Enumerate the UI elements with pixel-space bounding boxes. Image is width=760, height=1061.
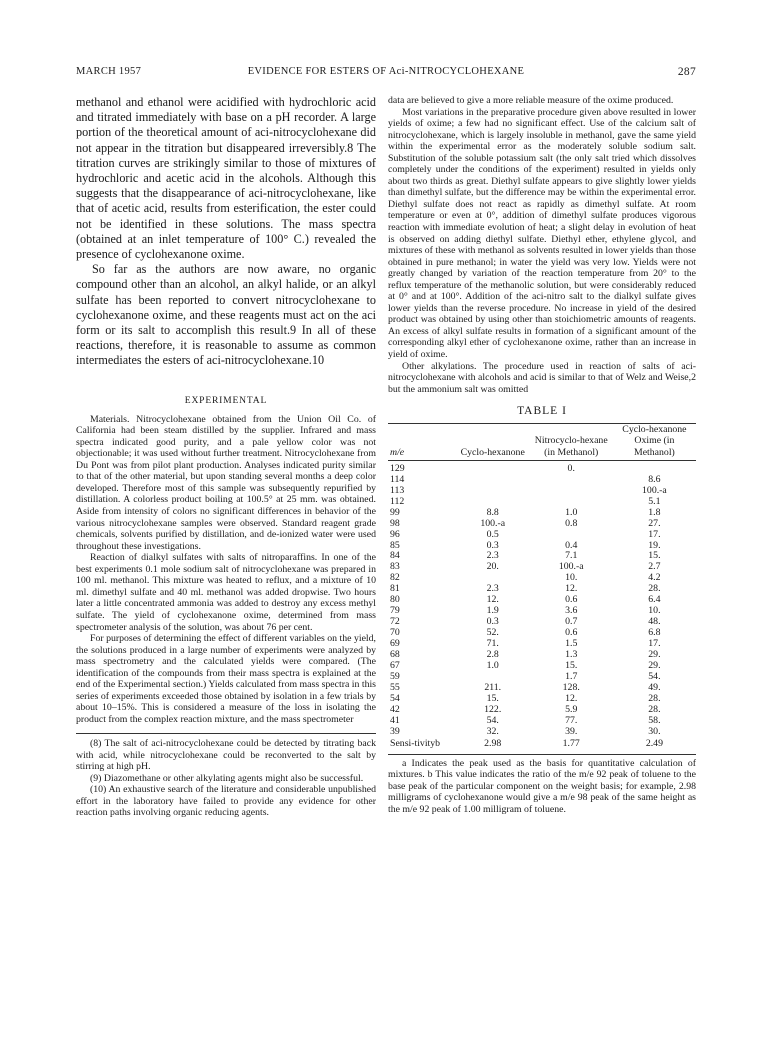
- table-cell-value: 1.7: [565, 670, 578, 682]
- table-cell-value: 100.-a: [642, 484, 667, 496]
- table-cell-mz: 80: [390, 594, 400, 606]
- table-cell-value: 3.6: [565, 605, 578, 617]
- body-paragraph: Most variations in the preparative procedure given above resulted in lower yields of oxime; a few had no significant effect. Use of the calcium salt of nitrocyclohexane, which is largely insoluble in methanol, gave the same yield within the experimental error as the moderately soluble sodium salt. Substitution of the soluble potassium salt (the only salt tried which dissolves completely under the conditions of the experiment) resulted in yields only about two thirds as great. Diethyl sulfate appears to give slightly lower yields than dimethyl sulfate, but the difference may be within the experimental error. Diethyl sulfate does not react as rapidly as dimethyl sulfate. At room temperature or even at 0°, addition of dimethyl sulfate produces vigorous reaction with immediate evolution of heat; a slight delay in evolution of heat is observed on adding diethyl sulfate. Diethyl ether, ethylene glycol, and mixtures of these with methanol as solvents resulted in lower yields than those obtained in pure methanol; in water the yield was very low. Yields were not greatly changed by variation of the reaction temperature from 20° to the reflux temperature of the methanolic solution, but were considerably reduced at 0° and at 100°. Addition of the aci-nitro salt to the dialkyl sulfate gives lower yields than the reverse procedure. No increase in yield of the desired product was obtained by using other than stoichiometric amounts of reagents. An excess of alkyl sulfate results in formation of a significant amount of the corresponding alkyl ether of cyclohexanone oxime, rather than an increase in yield of oxime.: [388, 106, 696, 361]
- table-cell-value: 28.: [648, 583, 661, 595]
- table-cell-value: 6.4: [648, 594, 661, 606]
- table-cell-mz: 114: [390, 473, 405, 485]
- table-cell-mz: 67: [390, 659, 400, 671]
- column-header: Cyclo-hexanone Oxime (in Methanol): [622, 424, 687, 458]
- table-cell-value: 15.: [648, 550, 661, 562]
- table-cell-value: 1.77: [562, 737, 580, 749]
- table-cell-value: 54.: [486, 714, 499, 726]
- table-cell-mz: 42: [390, 703, 400, 715]
- table-cell-value: 10.: [565, 572, 578, 584]
- table-cell-value: 2.98: [484, 737, 502, 749]
- table-cell-mz: 84: [390, 550, 400, 562]
- table-cell-mz: 81: [390, 583, 400, 595]
- table-cell-value: 20.: [486, 561, 499, 573]
- table-cell-value: 7.1: [565, 550, 578, 562]
- table-cell-value: 5.1: [648, 495, 661, 507]
- table-cell-mz: 82: [390, 572, 400, 584]
- table-cell-value: 4.2: [648, 572, 661, 584]
- table-row: [388, 727, 696, 738]
- table-cell-mz: 129: [390, 462, 405, 474]
- table-footnote: [388, 754, 696, 816]
- table-cell-value: 6.8: [648, 627, 661, 639]
- table-cell-value: [456, 497, 530, 508]
- right-column: [388, 95, 696, 815]
- table-cell-value: [456, 460, 530, 474]
- table-cell-value: 49.: [648, 681, 661, 693]
- table-cell-value: 58.: [648, 714, 661, 726]
- page-number: 287: [677, 66, 696, 78]
- table-cell-value: 1.3: [565, 649, 578, 661]
- table-cell-value: 17.: [648, 528, 661, 540]
- table-cell-value: 54.: [648, 670, 661, 682]
- table-cell-value: 32.: [486, 725, 499, 737]
- table-cell-mz: 55: [390, 681, 400, 693]
- left-column: [76, 95, 376, 819]
- table-cell-value: 2.8: [486, 649, 499, 661]
- table-cell-mz: 41: [390, 714, 400, 726]
- table-cell-mz: 69: [390, 638, 400, 650]
- table-cell-value: 2.3: [486, 583, 499, 595]
- column-header: Cyclo-hexanone: [460, 446, 525, 458]
- table-cell-value: 15.: [486, 692, 499, 704]
- table-cell-value: [530, 530, 613, 541]
- body-paragraph: Other alkylations. The procedure used in reaction of salts of aci-nitrocyclohexane with alcohols and acid is similar to that of Welz and Weise,2 but the ammonium salt was omitted: [388, 360, 696, 395]
- table-cell-mz: 68: [390, 649, 400, 661]
- table-cell-value: [530, 475, 613, 486]
- table-cell-value: 12.: [486, 594, 499, 606]
- table-cell-value: 17.: [648, 638, 661, 650]
- table-cell-value: 0.6: [565, 627, 578, 639]
- table-cell-value: [530, 486, 613, 497]
- table-cell-value: [456, 486, 530, 497]
- table-header-row: [388, 424, 696, 460]
- table-row: [388, 738, 696, 750]
- table-cell-value: [613, 460, 696, 474]
- table-cell-value: 0.3: [486, 539, 499, 551]
- column-header: Nitrocyclo-hexane (in Methanol): [534, 435, 608, 458]
- table-title: TABLE I: [517, 405, 567, 418]
- column-header: m/e: [390, 446, 405, 458]
- table-cell-mz: 85: [390, 539, 400, 551]
- table-cell-value: 8.8: [486, 506, 499, 518]
- footnote: (8) The salt of aci-nitrocyclohexane could be detected by titrating back with acid, while nitrocyclohexane could be reconverted to the salt by stirring at high pH.: [76, 738, 376, 773]
- table-cell-mz: 54: [390, 692, 400, 704]
- table-cell-value: 0.5: [486, 528, 499, 540]
- table-cell-value: 29.: [648, 659, 661, 671]
- table-cell-value: 0.3: [486, 616, 499, 628]
- experimental-paragraph: For purposes of determining the effect of different variables on the yield, the solutions produced in a large number of experiments were analyzed by mass spectrometry and the calculated yields were compared. (The identification of the compounds from their mass spectra is explained at the end of the Experimental section.) Yields calculated from mass spectra in this series of experiments exceeded those obtained by isolation in a few trials by about 10–15%. This is considered a measure of the loss in isolating the product from the complex reaction mixture, and the mass spectrometer: [76, 633, 376, 725]
- footnote: (9) Diazomethane or other alkylating agents might also be successful.: [90, 772, 364, 784]
- table-cell-value: 0.6: [565, 594, 578, 606]
- table-cell-mz: 83: [390, 561, 400, 573]
- table-cell-value: 100.-a: [558, 561, 584, 573]
- table-row: [388, 508, 696, 519]
- running-header: [76, 66, 696, 82]
- table-cell-value: [530, 497, 613, 508]
- table-cell-value: 0.4: [565, 539, 578, 551]
- table-cell-value: 1.5: [565, 638, 578, 650]
- footnotes: [76, 733, 376, 819]
- table-cell-value: 15.: [565, 659, 578, 671]
- footnote-rule: [76, 733, 376, 734]
- table-cell-value: 71.: [486, 638, 499, 650]
- footnote: (10) An exhaustive search of the literature and considerable unpublished effort in the laboratory have failed to provide any evidence for other reaction paths involving organic reducing agents.: [76, 784, 376, 819]
- table-cell-value: 1.0: [486, 659, 499, 671]
- table-cell-mz: 98: [390, 517, 400, 529]
- table-cell-value: 19.: [648, 539, 661, 551]
- experimental-paragraph: Reaction of dialkyl sulfates with salts of nitroparaffins. In one of the best experiments 0.1 mole sodium salt of nitrocyclohexane was prepared in 100 ml. methanol. This mixture was heated to reflux, and a mixture of 10 ml. dimethyl sulfate and 40 ml. methanol was added dropwise. Two hours later a little concentrated ammonia was added to destroy any excess methyl sulfate. The yield of cyclohexanone oxime, determined from mass spectrometer analysis of the solution, was about 76 per cent.: [76, 552, 376, 633]
- table-cell-value: 28.: [648, 692, 661, 704]
- table-cell-value: 12.: [565, 692, 578, 704]
- table-cell-mz: Sensi-tivityb: [390, 737, 441, 749]
- table-cell-value: 2.3: [486, 550, 499, 562]
- table-cell-value: 5.9: [565, 703, 578, 715]
- table-cell-value: 30.: [648, 725, 661, 737]
- table-cell-value: 211.: [484, 681, 502, 693]
- table-cell-value: 48.: [648, 616, 661, 628]
- table-cell-value: 0.: [567, 462, 575, 474]
- table-cell-value: 2.7: [648, 561, 661, 573]
- intro-paragraph: methanol and ethanol were acidified with hydrochloric acid and titrated immediately with base on a pH recorder. A large portion of the theoretical amount of aci-nitrocyclohexane did not appear in the titration but disappeared irreversibly.8 The titration curves are strikingly similar to those of mixtures of hydrochloric and acetic acid in the alcohols. Although this suggests that the disappearance of aci-nitrocyclohexane, like that of acetic acid, results from esterification, the ester could not be identified in these solutions. The mass spectra (obtained at an inlet temperature of 100° C.) revealed the presence of cyclohexanone oxime.: [76, 95, 376, 262]
- table-cell-value: 10.: [648, 605, 661, 617]
- table-cell-mz: 72: [390, 616, 400, 628]
- table-row: [388, 530, 696, 541]
- header-date: MARCH 1957: [76, 66, 142, 77]
- experimental-paragraph: Materials. Nitrocyclohexane obtained from the Union Oil Co. of California had been steam distilled by the supplier. Infrared and mass spectra indicated good purity, and a pale yellow color was not objectionable; it was used without further treatment. Nitrocyclohexane from Du Pont was from pilot plant production. Analyses indicated purity similar to that of the other material, but upon standing several months a deep color developed. Therefore most of this sample was subsequently repurified by distillation. A colorless product boiling at 100.5° at 25 mm. was obtained. Aside from intensity of colors no significant differences in behavior of the various nitrocyclohexane samples were observed. Standard reagent grade chemicals, solvents purified by distillation, and de-ionized water were used throughout these investigations.: [76, 413, 376, 552]
- table-cell-value: 0.8: [565, 517, 578, 529]
- table-cell-value: 128.: [562, 681, 580, 693]
- table-cell-value: 52.: [486, 627, 499, 639]
- table-cell-value: 1.9: [486, 605, 499, 617]
- table-body: [388, 460, 696, 749]
- table-cell-mz: 96: [390, 528, 400, 540]
- table-cell-value: 1.8: [648, 506, 661, 518]
- table-cell-mz: 99: [390, 506, 400, 518]
- table-cell-mz: 39: [390, 725, 400, 737]
- intro-paragraph: So far as the authors are now aware, no organic compound other than an alcohol, an alkyl halide, or an alkyl sulfate has been reported to convert nitrocyclohexane to cyclohexanone oxime, and these reagents must act on the aci form or its salt to accomplish this result.9 In all of these reactions, therefore, it is reasonable to assume as common intermediates the esters of aci-nitrocyclohexane.10: [76, 262, 376, 368]
- mass-spectra-table: [388, 424, 696, 749]
- table-row: [388, 519, 696, 530]
- table-cell-value: 12.: [565, 583, 578, 595]
- header-title: EVIDENCE FOR ESTERS OF Aci-NITROCYCLOHEXANE: [247, 66, 525, 77]
- table-cell-mz: 79: [390, 605, 400, 617]
- table-cell-value: 1.0: [565, 506, 578, 518]
- body-paragraph: data are believed to give a more reliable measure of the oxime produced.: [388, 95, 674, 106]
- table-cell-mz: 112: [390, 495, 405, 507]
- table-cell-value: 2.49: [645, 737, 663, 749]
- table-cell-mz: 113: [390, 484, 405, 496]
- table-cell-value: [456, 475, 530, 486]
- table-cell-value: 100.-a: [480, 517, 506, 529]
- table-cell-value: 0.7: [565, 616, 578, 628]
- table-cell-value: 122.: [484, 703, 502, 715]
- section-heading: EXPERIMENTAL: [184, 394, 268, 406]
- table-cell-value: 77.: [565, 714, 578, 726]
- table-cell-value: 28.: [648, 703, 661, 715]
- table-row: [388, 497, 696, 508]
- table-cell-value: 8.6: [648, 473, 661, 485]
- table-cell-mz: 70: [390, 627, 400, 639]
- table-row: [388, 460, 696, 474]
- table-cell-value: 27.: [648, 517, 661, 529]
- table-cell-value: 39.: [565, 725, 578, 737]
- table-cell-value: 29.: [648, 649, 661, 661]
- table-footnote-text: a Indicates the peak used as the basis for quantitative calculation of mixtures. b This value indicates the ratio of the m/e 92 peak of toluene to the base peak of the particular component on the weight basis; for example, 2.98 milligrams of cyclohexanone would give a m/e 98 peak of the same height as the m/e 92 peak of 1.00 milligram of toluene.: [388, 757, 696, 815]
- table-cell-mz: 59: [390, 670, 400, 682]
